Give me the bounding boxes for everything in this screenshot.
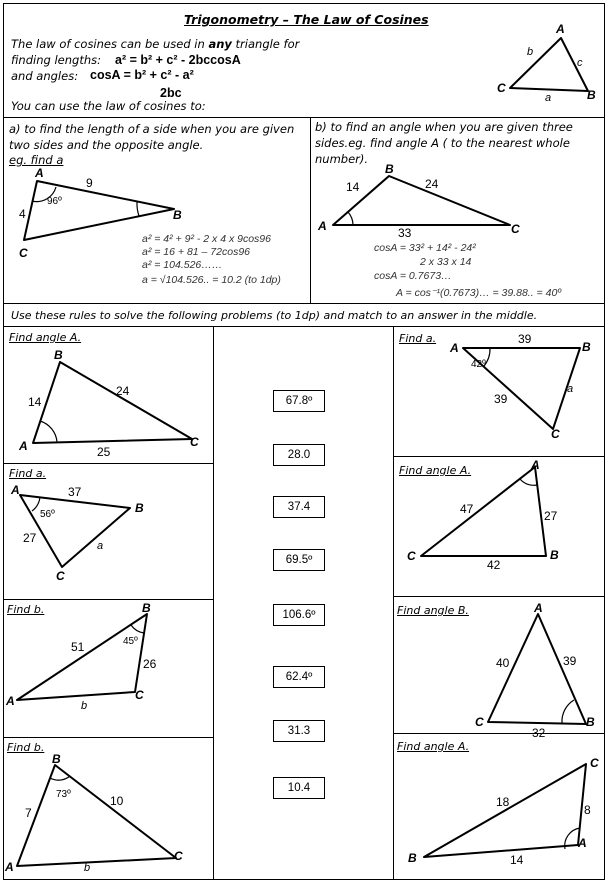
section-a-text-1: a) to find the length of a side when you are given <box>9 122 295 136</box>
angle-label: 45º <box>123 636 138 647</box>
vertex-label: C <box>590 756 599 770</box>
side-label: 7 <box>25 806 32 820</box>
section-b-text-2: sides.eg. find angle A ( to the nearest whole <box>315 136 570 150</box>
vertex-label: A <box>318 219 327 233</box>
side-label: a <box>545 92 552 104</box>
vertex-label: B <box>586 715 595 729</box>
side-label: 8 <box>584 803 591 817</box>
problem-1-triangle <box>33 362 192 443</box>
angle-arc <box>131 625 144 633</box>
problem-2-heading: Find a. <box>9 467 47 480</box>
vertex-label: B <box>582 340 591 354</box>
section-a-example: eg. find a <box>9 153 64 167</box>
side-label: 32 <box>532 726 546 740</box>
angle-arc <box>562 700 574 723</box>
answer-box[interactable]: 62.4º <box>273 666 325 688</box>
vertex-label: B <box>54 348 63 362</box>
section-a-work-3: a² = 104.526…… <box>142 259 223 271</box>
side-label: 9 <box>86 176 93 190</box>
side-label: a <box>567 383 574 395</box>
answer-box[interactable]: 37.4 <box>273 496 325 518</box>
problem-7-heading: Find angle B. <box>397 604 469 617</box>
vertex-label: B <box>385 162 394 176</box>
side-label: 25 <box>97 445 111 459</box>
vertex-label: A <box>556 22 565 36</box>
answer-box[interactable]: 67.8º <box>273 390 325 412</box>
side-label: b <box>84 862 91 874</box>
side-label: 39 <box>494 392 508 406</box>
angle-arc <box>137 202 139 216</box>
vertex-label: A <box>35 166 44 180</box>
section-b-work-4: A = cos⁻¹(0.7673)… = 39.88.. = 40º <box>396 287 562 299</box>
answer-box[interactable]: 106.6º <box>273 604 325 626</box>
side-label: c <box>577 57 583 69</box>
vertex-label: B <box>173 208 182 222</box>
section-a-text-2: two sides and the opposite angle. <box>9 138 204 152</box>
intro-emphasis: any <box>208 37 232 51</box>
vertex-label: A <box>5 860 14 874</box>
vertex-label: C <box>407 549 416 563</box>
vertex-label: A <box>11 483 20 497</box>
angle-formula-numerator: cosA = b² + c² - a² <box>90 68 194 82</box>
side-label: 27 <box>544 509 558 523</box>
side-label: 47 <box>460 502 474 516</box>
vertex-label: C <box>174 849 183 863</box>
example-b-triangle <box>333 176 510 225</box>
problem-4-triangle <box>17 765 176 866</box>
side-label: a <box>97 540 104 552</box>
angle-label: 42º <box>471 359 486 370</box>
angle-label: 56º <box>40 509 55 520</box>
side-label: 14 <box>346 180 360 194</box>
angle-arc <box>50 776 70 780</box>
vertex-label: C <box>135 688 144 702</box>
side-label: 27 <box>23 531 37 545</box>
section-a-work-1: a² = 4² + 9² - 2 x 4 x 9cos96 <box>142 233 271 245</box>
angle-arc <box>348 212 353 225</box>
intro-line-2: finding lengths: <box>11 53 101 67</box>
side-label: b <box>81 700 88 712</box>
vertex-label: C <box>56 569 65 583</box>
vertex-label: C <box>511 222 520 236</box>
length-formula: a² = b² + c² - 2bccosA <box>115 53 241 67</box>
side-label: 26 <box>143 657 157 671</box>
angle-label: 96º <box>47 196 62 207</box>
section-b-work-3: cosA = 0.7673… <box>374 270 452 282</box>
problem-6-heading: Find angle A. <box>399 464 472 477</box>
problem-5-heading: Find a. <box>399 332 437 345</box>
page-title: Trigonometry – The Law of Cosines <box>184 12 429 27</box>
side-label: 33 <box>398 226 412 240</box>
section-b-text-3: number). <box>315 152 369 166</box>
angle-arc <box>40 421 57 442</box>
vertex-label: B <box>408 851 417 865</box>
side-label: 24 <box>116 384 130 398</box>
instructions: Use these rules to solve the following problems (to 1dp) and match to an answer in the middle. <box>11 309 538 322</box>
intro-text: triangle for <box>231 37 300 51</box>
problem-3-triangle <box>17 614 147 700</box>
problem-4-heading: Find b. <box>7 741 45 754</box>
intro-line-3: and angles: <box>11 69 79 83</box>
vertex-label: B <box>135 501 144 515</box>
vertex-label: A <box>578 836 587 850</box>
side-label: b <box>527 46 534 58</box>
answer-box[interactable]: 31.3 <box>273 720 325 742</box>
problem-6-triangle <box>421 467 546 556</box>
vertex-label: C <box>475 715 484 729</box>
problem-1-heading: Find angle A. <box>9 331 82 344</box>
side-label: 39 <box>518 332 532 346</box>
problem-8-heading: Find angle A. <box>397 740 470 753</box>
section-a-work-2: a² = 16 + 81 – 72cos96 <box>142 246 250 258</box>
answer-box[interactable]: 69.5º <box>273 549 325 571</box>
vertex-label: A <box>6 694 15 708</box>
vertex-label: A <box>19 439 28 453</box>
side-label: 42 <box>487 558 501 572</box>
vertex-label: C <box>497 81 506 95</box>
side-label: 37 <box>68 485 82 499</box>
vertex-label: B <box>142 601 151 615</box>
vertex-label: B <box>550 548 559 562</box>
side-label: 24 <box>425 177 439 191</box>
side-label: 10 <box>110 794 124 808</box>
angle-formula-denominator: 2bc <box>160 86 182 100</box>
problem-3-heading: Find b. <box>7 603 45 616</box>
angle-arc <box>520 479 537 485</box>
vertex-label: A <box>534 601 543 615</box>
problem-8-triangle <box>424 764 586 857</box>
vertex-label: B <box>587 88 596 102</box>
section-b-text-1: b) to find an angle when you are given three <box>315 120 573 134</box>
side-label: 40 <box>496 656 510 670</box>
intro-line-4: You can use the law of cosines to: <box>11 99 206 113</box>
side-label: 51 <box>71 640 85 654</box>
side-label: 14 <box>28 395 42 409</box>
vertex-label: B <box>52 752 61 766</box>
angle-label: 73º <box>56 789 71 800</box>
vertex-label: C <box>551 427 560 441</box>
intro-text: The law of cosines can be used in <box>11 37 209 51</box>
side-label: 14 <box>510 853 524 867</box>
section-b-work-2: 2 x 33 x 14 <box>420 256 472 268</box>
example-a-triangle <box>24 181 174 240</box>
section-a-work-4: a = √104.526.. = 10.2 (to 1dp) <box>142 274 281 286</box>
side-label: 4 <box>19 207 26 221</box>
side-label: 18 <box>496 795 510 809</box>
vertex-label: C <box>19 246 28 260</box>
vertex-label: C <box>190 435 199 449</box>
side-label: 39 <box>563 654 577 668</box>
angle-arc <box>32 497 40 511</box>
vertex-label: A <box>531 458 540 472</box>
section-b-work-1: cosA = 33² + 14² - 24² <box>374 242 476 254</box>
answer-box[interactable]: 28.0 <box>273 444 325 466</box>
answer-box[interactable]: 10.4 <box>273 777 325 799</box>
vertex-label: A <box>450 341 459 355</box>
